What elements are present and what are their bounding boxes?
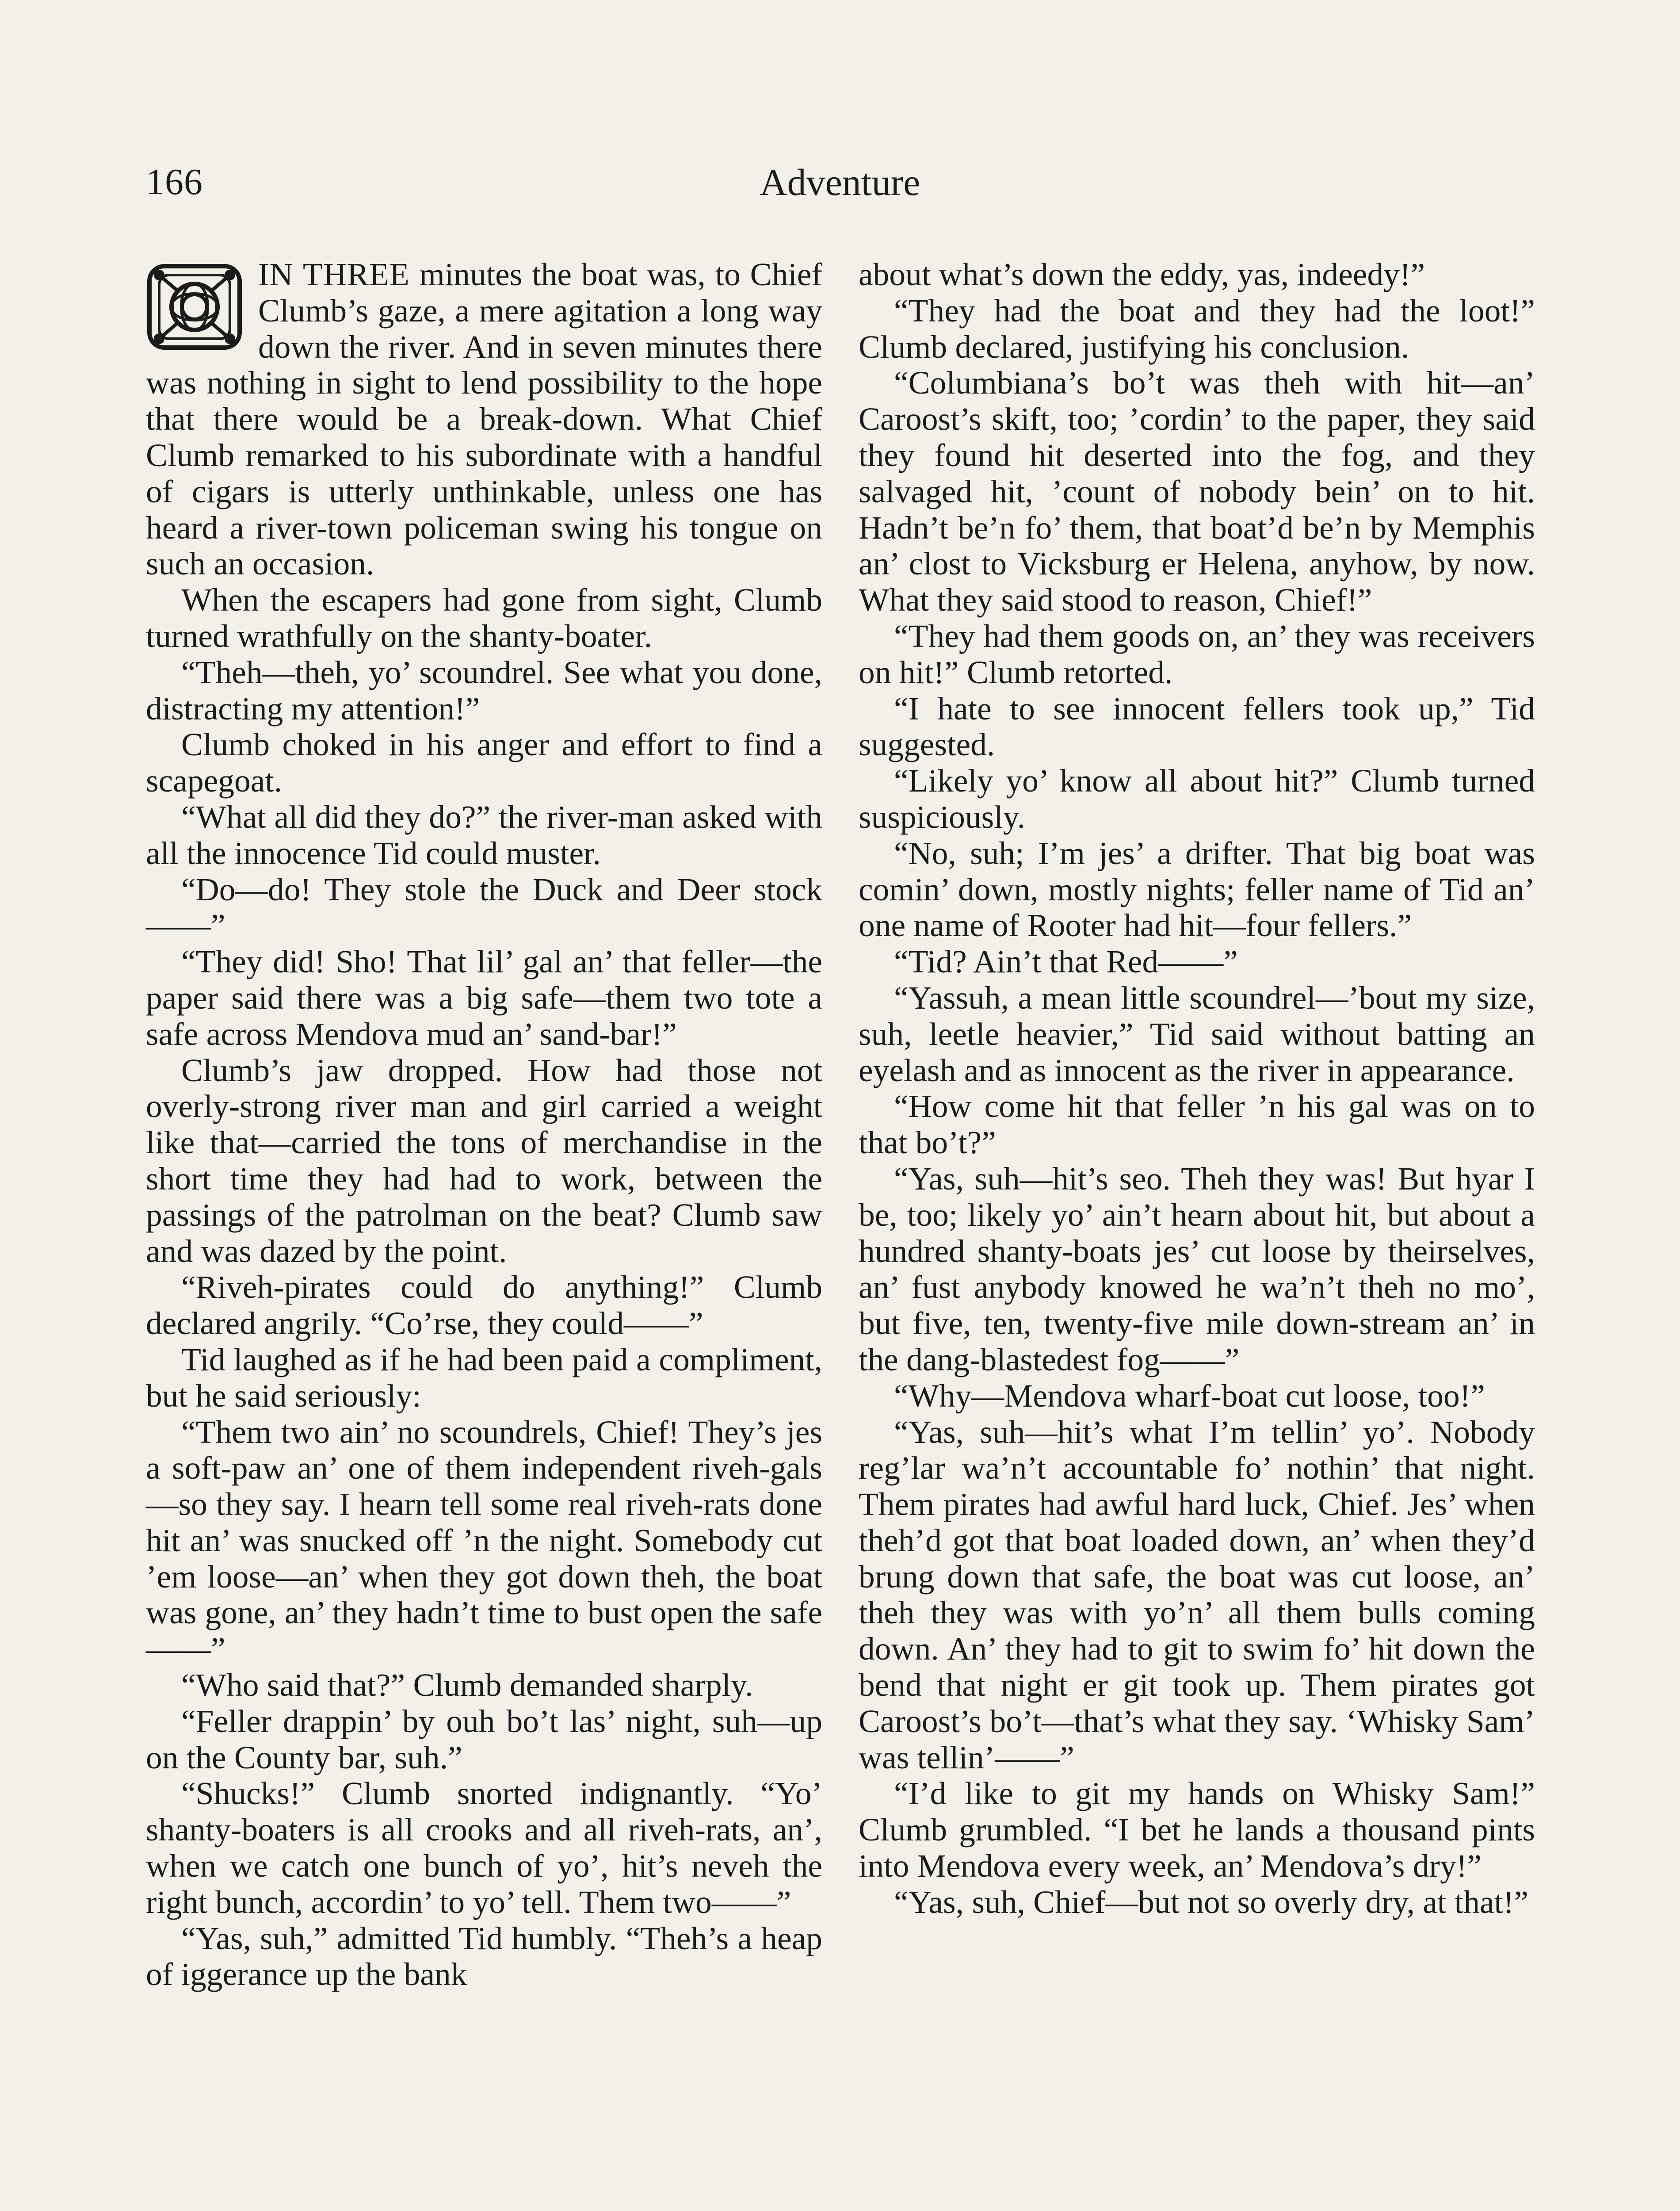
paragraph: “Yassuh, a mean little scoundrel—’bout my size, suh, leetle heavier,” Tid said without batting an eyelash and as innocent as the river in appearance. <box>859 979 1535 1088</box>
paragraph: “I hate to see innocent fellers took up,” Tid suggested. <box>859 690 1535 763</box>
paragraph: When the escapers had gone from sight, Clumb turned wrathfully on the shanty-boater. <box>146 582 822 654</box>
paragraph: Tid laughed as if he had been paid a compliment, but he said seriously: <box>146 1341 822 1414</box>
paragraph: “Likely yo’ know all about hit?” Clumb turned suspiciously. <box>859 763 1535 835</box>
celtic-knot-ornament-icon <box>146 263 243 351</box>
paragraph: “I’d like to git my hands on Whisky Sam!” Clumb grumbled. “I bet he lands a thousand pints into Mendova every week, an’ Mendova’s dry!” <box>859 1775 1535 1884</box>
right-column <box>859 256 1535 1920</box>
page-header <box>146 156 1534 209</box>
opening-paragraph <box>146 256 822 582</box>
paragraph: Clumb’s jaw dropped. How had those not overly-strong river man and girl carried a weight like that—carried the tons of merchandise in the short time they had had to work, between the passings of the patrolman on the beat? Clumb saw and was dazed by the point. <box>146 1052 822 1269</box>
paragraph: “How come hit that feller ’n his gal was on to that bo’t?” <box>859 1088 1535 1161</box>
paragraph: “Shucks!” Clumb snorted indignantly. “Yo’ shanty-boaters is all crooks and all riveh-rats, an’, when we catch one bunch of yo’, hit’s neveh the right bunch, accordin’ to yo’ tell. Them two——” <box>146 1775 822 1920</box>
paragraph: “Feller drappin’ by ouh bo’t las’ night, suh—up on the County bar, suh.” <box>146 1703 822 1775</box>
paragraph: “They had the boat and they had the loot!” Clumb declared, justifying his conclusion. <box>859 292 1535 365</box>
paragraph: “Riveh-pirates could do anything!” Clumb declared angrily. “Co’rse, they could——” <box>146 1269 822 1342</box>
lead-in: IN THREE <box>258 256 410 292</box>
continued-paragraph: about what’s down the eddy, yas, indeedy!” <box>859 256 1425 292</box>
paragraph: “Yas, suh—hit’s seo. Theh they was! But hyar I be, too; likely yo’ ain’t hearn about hit, but about a hundred shanty-boats jes’ cut loose by theirselves, an’ fust anybody knowed he wa’n’t theh no mo’, but five, ten, twenty-five mile down-stream an’ in the dang-blastedest fog——” <box>859 1160 1535 1377</box>
paragraph: “Yas, suh,” admitted Tid humbly. “Theh’s a heap of iggerance up the bank <box>146 1920 822 1993</box>
paragraph: “Them two ain’ no scoundrels, Chief! They’s jes a soft-paw an’ one of them independent riveh-gals—so they say. I hearn tell some real riveh-rats done hit an’ was snucked off ’n the night. Somebody cut ’em loose—an’ when they got down theh, the boat was gone, an’ they hadn’t time to bust open the safe——” <box>146 1414 822 1667</box>
paragraph: “Why—Mendova wharf-boat cut loose, too!” <box>894 1377 1485 1414</box>
paragraph: “Theh—theh, yo’ scoundrel. See what you done, distracting my attention!” <box>146 654 822 727</box>
left-column <box>146 256 822 1993</box>
running-title: Adventure <box>760 161 920 203</box>
paragraph: “Yas, suh, Chief—but not so overly dry, at that!” <box>894 1884 1529 1920</box>
page-number: 166 <box>146 161 203 203</box>
paragraph: “Yas, suh—hit’s what I’m tellin’ yo’. Nobody reg’lar wa’n’t accountable fo’ nothin’ that night. Them pirates had awful hard luck, Chief. Jes’ when theh’d got that boat loaded down, an’ when they’d brung down that safe, the boat was cut loose, an’ theh they was with yo’n’ all them bulls coming down. An’ they had to git to swim fo’ hit down the bend that night er git took up. Them pirates got Caroost’s bo’t—that’s what they say. ‘Whisky Sam’ was tellin’——” <box>859 1414 1535 1775</box>
paragraph: “Who said that?” Clumb demanded sharply. <box>181 1667 753 1703</box>
paragraph: “Tid? Ain’t that Red——” <box>894 944 1238 980</box>
paragraph-text: minutes the boat was, to Chief Clumb’s gaze, a mere agitation a long way down the river. And in seven minutes there was nothing in sight to lend possibility to the hope that there would be a break-down. What Chief Clumb remarked to his subordinate with a handful of cigars is utterly unthinkable, unless one has heard a river-town policeman swing his tongue on such an occasion. <box>146 256 822 582</box>
paragraph: Clumb choked in his anger and effort to find a scapegoat. <box>146 727 822 799</box>
paragraph: “They did! Sho! That lil’ gal an’ that feller—the paper said there was a big safe—them two tote a safe across Mendova mud an’ sand-bar!” <box>146 944 822 1052</box>
paragraph: “Columbiana’s bo’t was theh with hit—an’ Caroost’s skift, too; ’cordin’ to the paper, they said they found hit deserted into the fog, and they salvaged hit, ’count of nobody bein’ on to hit. Hadn’t be’n fo’ them, that boat’d be’n by Memphis an’ clost to Vicksburg er Helena, anyhow, by now. What they said stood to reason, Chief!” <box>859 365 1535 618</box>
paragraph: “Do—do! They stole the Duck and Deer stock——” <box>146 871 822 944</box>
paragraph: “They had them goods on, an’ they was receivers on hit!” Clumb retorted. <box>859 618 1535 690</box>
paragraph: “What all did they do?” the river-man asked with all the innocence Tid could muster. <box>146 799 822 871</box>
paragraph: “No, suh; I’m jes’ a drifter. That big boat was comin’ down, mostly nights; feller name of Tid an’ one name of Rooter had hit—four fellers.” <box>859 835 1535 944</box>
